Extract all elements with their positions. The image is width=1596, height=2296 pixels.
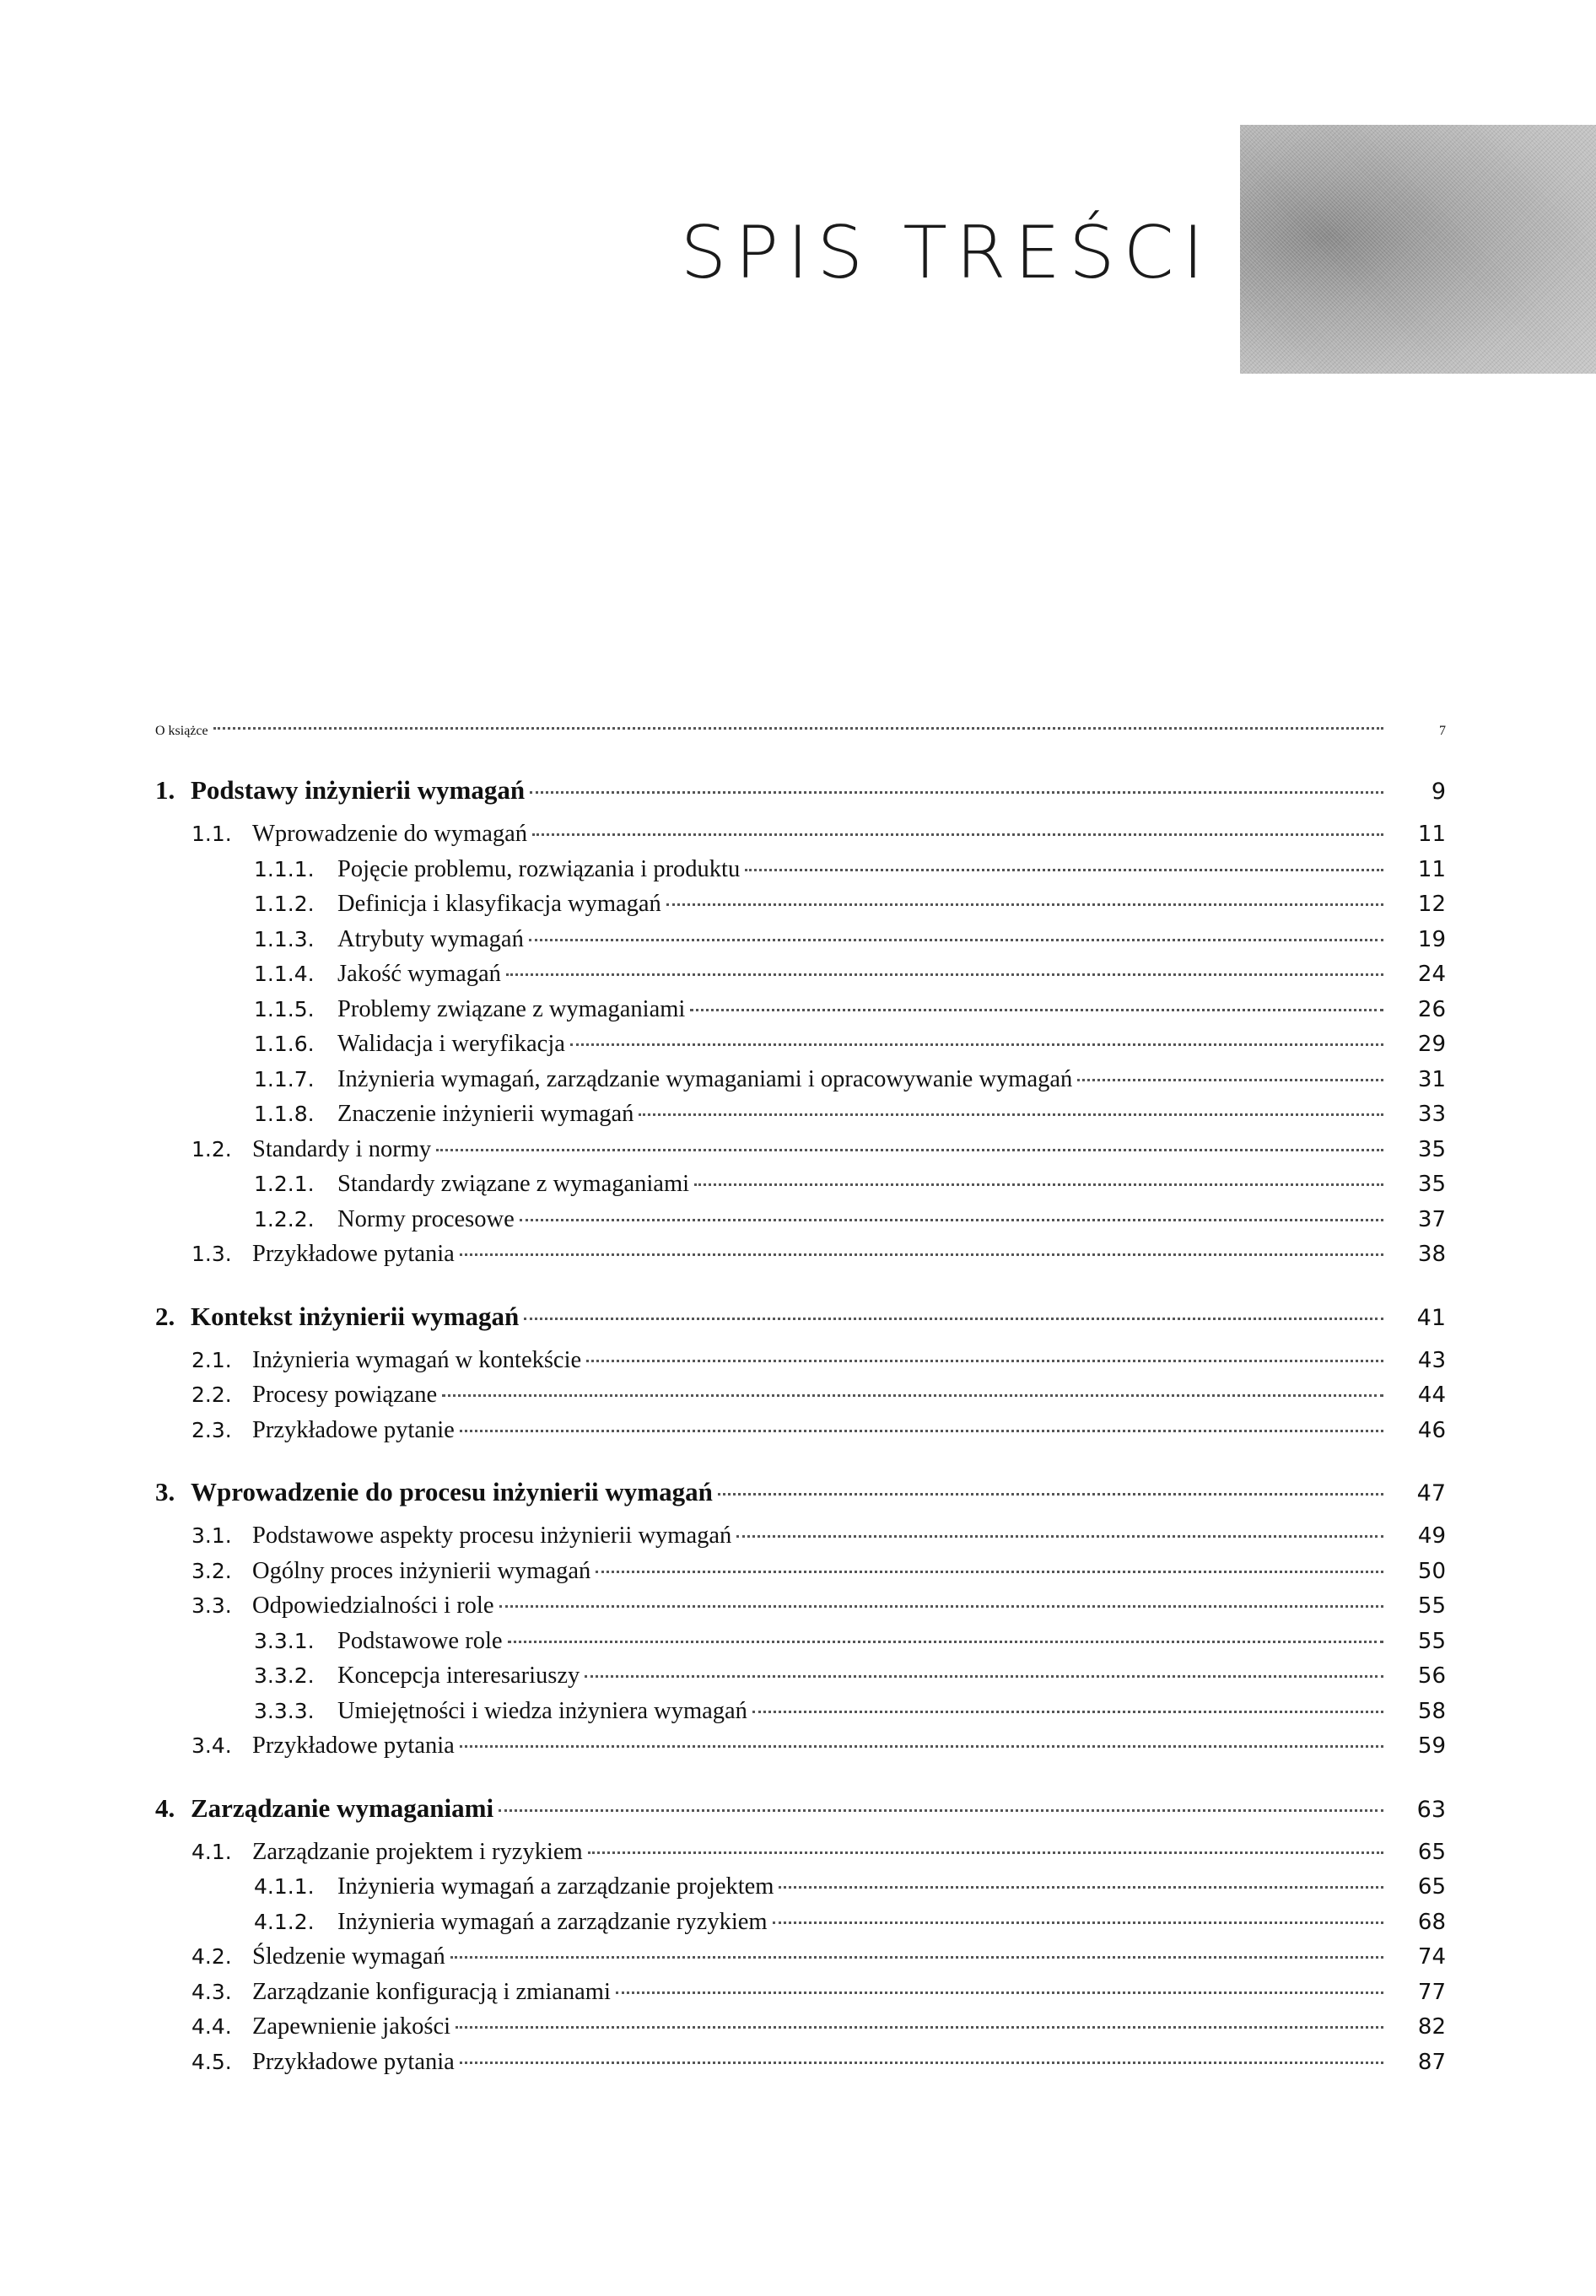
toc-entry-page-number: 65	[1417, 1839, 1446, 1865]
toc-entry-subsection[interactable]	[155, 887, 1446, 922]
dot-leader	[530, 791, 1383, 794]
toc-entry-page-number: 37	[1417, 1206, 1446, 1232]
toc-entry-number: 3.	[155, 1477, 175, 1506]
spacer	[155, 1336, 1446, 1343]
toc-entry-number: 1.1.4.	[254, 962, 315, 986]
toc-entry-section[interactable]	[155, 1132, 1446, 1167]
dot-leader	[745, 869, 1383, 871]
toc-entry-page-number: 87	[1417, 2049, 1446, 2075]
spacer	[155, 1447, 1446, 1473]
toc-entry-subsection[interactable]	[155, 1624, 1446, 1659]
toc-entry-page-number: 47	[1416, 1480, 1446, 1506]
toc-entry-page-number: 63	[1416, 1796, 1446, 1823]
toc-entry-page-number: 35	[1417, 1136, 1446, 1162]
toc-entry-section[interactable]	[155, 1554, 1446, 1589]
toc-entry-subsection[interactable]	[155, 1905, 1446, 1940]
toc-entry-title: Ogólny proces inżynierii wymagań	[252, 1557, 591, 1584]
dot-leader	[456, 2026, 1383, 2029]
toc-entry-section[interactable]	[155, 1939, 1446, 1975]
toc-entry-title: Procesy powiązane	[252, 1382, 438, 1408]
toc-entry-title: Koncepcja interesariuszy	[337, 1663, 580, 1689]
toc-entry-title: Kontekst inżynierii wymagań	[191, 1301, 520, 1331]
toc-entry-page-number: 11	[1417, 856, 1446, 882]
spacer	[155, 810, 1446, 817]
toc-entry-page-number: 65	[1417, 1874, 1446, 1900]
toc-entry-number: 2.2.	[191, 1382, 232, 1407]
toc-entry-title: Podstawy inżynierii wymagań	[191, 775, 526, 805]
toc-entry-title: Problemy związane z wymaganiami	[337, 995, 686, 1022]
toc-entry-title: Standardy związane z wymaganiami	[337, 1171, 690, 1197]
dot-leader	[773, 1921, 1383, 1924]
dot-leader	[460, 2062, 1383, 2064]
dot-leader	[499, 1605, 1383, 1608]
toc-entry-number: 1.2.	[191, 1136, 232, 1161]
toc-entry-title: Inżynieria wymagań w kontekście	[252, 1346, 582, 1373]
toc-entry-page-number: 43	[1417, 1347, 1446, 1373]
toc-entry-section[interactable]	[155, 2009, 1446, 2045]
toc-entry-number: 1.1.	[191, 822, 232, 846]
toc-entry-page-number: 55	[1417, 1593, 1446, 1619]
dot-leader	[506, 973, 1383, 976]
toc-entry-page-number: 29	[1417, 1032, 1446, 1057]
toc-entry-title: Śledzenie wymagań	[252, 1943, 445, 1970]
dot-leader	[616, 1991, 1383, 1994]
toc-entry-page-number: 49	[1417, 1523, 1446, 1549]
toc-entry-page-number: 74	[1417, 1944, 1446, 1970]
dot-leader	[752, 1711, 1383, 1713]
toc-entry-page-number: 11	[1417, 822, 1446, 847]
dot-leader	[499, 1809, 1383, 1812]
toc-entry-page-number: 31	[1417, 1066, 1446, 1092]
toc-entry-number: 2.	[155, 1301, 175, 1331]
toc-entry-title: Wprowadzenie do procesu inżynierii wymagań	[191, 1477, 713, 1506]
dot-leader	[585, 1675, 1383, 1678]
toc-entry-subsection[interactable]	[155, 1062, 1446, 1097]
toc-entry-number: 4.1.2.	[254, 1909, 315, 1934]
dot-leader	[460, 1745, 1383, 1748]
toc-entry-title: Normy procesowe	[337, 1205, 515, 1232]
toc-entry-page-number: 24	[1417, 962, 1446, 987]
toc-entry-title: Podstawowe aspekty procesu inżynierii wymagań	[252, 1523, 732, 1549]
toc-entry-title: Inżynieria wymagań a zarządzanie ryzykiem	[337, 1908, 768, 1935]
toc-entry-number: 1.1.2.	[254, 892, 315, 916]
toc-entry-number: 2.3.	[191, 1417, 232, 1442]
toc-entry-title: Odpowiedzialności i role	[252, 1593, 494, 1619]
dot-leader	[570, 1043, 1383, 1046]
dot-leader	[532, 833, 1383, 836]
toc-entry-subsection[interactable]	[155, 1202, 1446, 1237]
toc-entry-title: Podstawowe role	[337, 1627, 503, 1654]
toc-entry-section[interactable]	[155, 1343, 1446, 1378]
spacer	[155, 739, 1446, 771]
toc-entry-subsection[interactable]	[155, 1097, 1446, 1132]
toc-entry-title: Zapewnienie jakości	[252, 2013, 451, 2040]
toc-entry-chapter[interactable]	[155, 771, 1446, 810]
toc-entry-number: 1.1.8.	[254, 1102, 315, 1126]
toc-entry-page-number: 50	[1417, 1558, 1446, 1584]
dot-leader	[690, 1009, 1383, 1011]
toc-entry-number: 1.1.6.	[254, 1032, 315, 1056]
toc-entry-page-number: 9	[1431, 779, 1446, 805]
toc-entry-number: 3.3.3.	[254, 1698, 315, 1723]
toc-entry-title: Przykładowe pytanie	[252, 1416, 455, 1443]
toc-entry-subsection[interactable]	[155, 1167, 1446, 1202]
toc-entry-page-number: 46	[1417, 1417, 1446, 1443]
toc-entry-page-number: 33	[1417, 1102, 1446, 1127]
toc-entry-section[interactable]	[155, 1588, 1446, 1624]
toc-entry-page-number: 44	[1417, 1382, 1446, 1408]
page-title: SPIS TREŚCI	[680, 211, 1212, 295]
toc-entry-page-number: 82	[1417, 2014, 1446, 2040]
dot-leader	[779, 1886, 1383, 1889]
toc-entry-section[interactable]	[155, 1377, 1446, 1413]
toc-entry-subsection[interactable]	[155, 1658, 1446, 1694]
toc-entry-page-number: 59	[1417, 1733, 1446, 1759]
toc-entry-title: Standardy i normy	[252, 1135, 432, 1162]
toc-entry-subsection[interactable]	[155, 1694, 1446, 1729]
toc-entry-number: 4.1.	[191, 1839, 232, 1864]
toc-entry-title: Umiejętności i wiedza inżyniera wymagań	[337, 1697, 747, 1724]
toc-entry-number: 1.1.3.	[254, 926, 315, 951]
toc-entry-subsection[interactable]	[155, 922, 1446, 957]
toc-entry-page-number: 56	[1417, 1663, 1446, 1689]
toc-entry-section[interactable]	[155, 1835, 1446, 1870]
toc-entry-page-number: 58	[1417, 1698, 1446, 1724]
toc-entry-title: Przykładowe pytania	[252, 1241, 455, 1267]
toc-entry-subsection[interactable]	[155, 992, 1446, 1027]
table-of-contents	[155, 724, 1446, 2079]
toc-entry-page-number: 41	[1416, 1304, 1446, 1331]
toc-entry-chapter[interactable]	[155, 1297, 1446, 1336]
toc-entry-number: 1.1.7.	[254, 1066, 315, 1091]
dot-leader	[442, 1394, 1383, 1397]
toc-entry-subsection[interactable]	[155, 1869, 1446, 1905]
toc-entry-title: Jakość wymagań	[337, 961, 501, 987]
toc-entry-number: 3.1.	[191, 1523, 232, 1548]
toc-entry-chapter[interactable]	[155, 1789, 1446, 1828]
toc-entry-title: O książce	[155, 724, 208, 738]
toc-entry-number: 4.5.	[191, 2049, 232, 2074]
spacer	[155, 1272, 1446, 1297]
dot-leader	[508, 1641, 1383, 1643]
toc-entry-number: 2.1.	[191, 1347, 232, 1372]
toc-entry-page-number: 77	[1417, 1979, 1446, 2005]
toc-entry-number: 1.	[155, 775, 175, 805]
dot-leader	[520, 1219, 1383, 1221]
dot-leader	[718, 1493, 1383, 1496]
toc-entry-section[interactable]	[155, 1413, 1446, 1448]
toc-entry-page-number: 38	[1417, 1242, 1446, 1267]
toc-entry-number: 3.3.2.	[254, 1663, 315, 1688]
dot-leader	[213, 727, 1383, 730]
dot-leader	[450, 1956, 1383, 1959]
toc-entry-number: 3.2.	[191, 1558, 232, 1583]
toc-entry-number: 1.2.1.	[254, 1172, 315, 1196]
toc-entry-title: Pojęcie problemu, rozwiązania i produktu	[337, 855, 741, 882]
dot-leader	[436, 1149, 1383, 1151]
toc-entry-number: 1.2.2.	[254, 1206, 315, 1232]
dot-leader	[460, 1430, 1383, 1432]
toc-entry-title: Walidacja i weryfikacja	[337, 1031, 565, 1057]
toc-entry-intro[interactable]	[155, 724, 1446, 739]
toc-entry-number: 1.3.	[191, 1242, 232, 1266]
toc-entry-subsection[interactable]	[155, 852, 1446, 887]
toc-entry-title: Zarządzanie projektem i ryzykiem	[252, 1838, 583, 1865]
spacer	[155, 1828, 1446, 1835]
spacer	[155, 1512, 1446, 1518]
toc-entry-number: 3.4.	[191, 1733, 232, 1758]
toc-entry-number: 4.3.	[191, 1979, 232, 2004]
toc-entry-title: Definicja i klasyfikacja wymagań	[337, 891, 661, 917]
toc-entry-number: 4.2.	[191, 1944, 232, 1969]
toc-entry-subsection[interactable]	[155, 1027, 1446, 1062]
dot-leader	[639, 1113, 1383, 1116]
toc-entry-section[interactable]	[155, 1518, 1446, 1554]
toc-entry-title: Przykładowe pytania	[252, 1733, 455, 1759]
toc-entry-page-number: 26	[1417, 996, 1446, 1022]
toc-entry-section[interactable]	[155, 2045, 1446, 2080]
toc-entry-number: 1.1.1.	[254, 856, 315, 881]
dot-leader	[1077, 1079, 1383, 1081]
toc-entry-subsection[interactable]	[155, 957, 1446, 992]
toc-entry-number: 4.4.	[191, 2014, 232, 2039]
toc-entry-title: Inżynieria wymagań, zarządzanie wymaganiami i opracowywanie wymagań	[337, 1065, 1073, 1092]
dot-leader	[586, 1360, 1383, 1362]
dot-leader	[529, 939, 1383, 941]
toc-entry-title: Przykładowe pytania	[252, 2048, 455, 2075]
toc-entry-page-number: 55	[1417, 1628, 1446, 1654]
toc-entry-number: 4.	[155, 1792, 175, 1823]
toc-entry-section[interactable]	[155, 817, 1446, 852]
toc-entry-number: 1.1.5.	[254, 996, 315, 1021]
dot-leader	[524, 1318, 1383, 1320]
toc-entry-title: Inżynieria wymagań a zarządzanie projektem	[337, 1873, 774, 1900]
toc-entry-number: 3.3.	[191, 1593, 232, 1618]
toc-entry-page-number: 68	[1417, 1909, 1446, 1935]
toc-entry-chapter[interactable]	[155, 1473, 1446, 1512]
toc-entry-title: Wprowadzenie do wymagań	[252, 821, 528, 847]
dot-leader	[666, 903, 1383, 906]
toc-entry-number: 4.1.1.	[254, 1874, 315, 1899]
decorative-corner-tab	[1240, 125, 1596, 374]
dot-leader	[694, 1183, 1383, 1186]
dot-leader	[460, 1253, 1383, 1256]
toc-entry-section[interactable]	[155, 1975, 1446, 2010]
dot-leader	[588, 1851, 1383, 1854]
toc-entry-title: Atrybuty wymagań	[337, 925, 524, 952]
spacer	[155, 1764, 1446, 1789]
dot-leader	[596, 1571, 1383, 1573]
dot-leader	[736, 1535, 1383, 1538]
toc-entry-title: Zarządzanie konfiguracją i zmianami	[252, 1978, 611, 2005]
toc-entry-section[interactable]	[155, 1237, 1446, 1272]
toc-entry-title: Znaczenie inżynierii wymagań	[337, 1101, 634, 1127]
toc-entry-page-number: 7	[1439, 724, 1446, 738]
toc-entry-page-number: 19	[1417, 926, 1446, 952]
toc-entry-page-number: 12	[1417, 892, 1446, 917]
toc-entry-page-number: 35	[1417, 1172, 1446, 1197]
toc-entry-title: Zarządzanie wymaganiami	[191, 1792, 494, 1823]
toc-entry-section[interactable]	[155, 1728, 1446, 1764]
toc-entry-number: 3.3.1.	[254, 1628, 315, 1653]
